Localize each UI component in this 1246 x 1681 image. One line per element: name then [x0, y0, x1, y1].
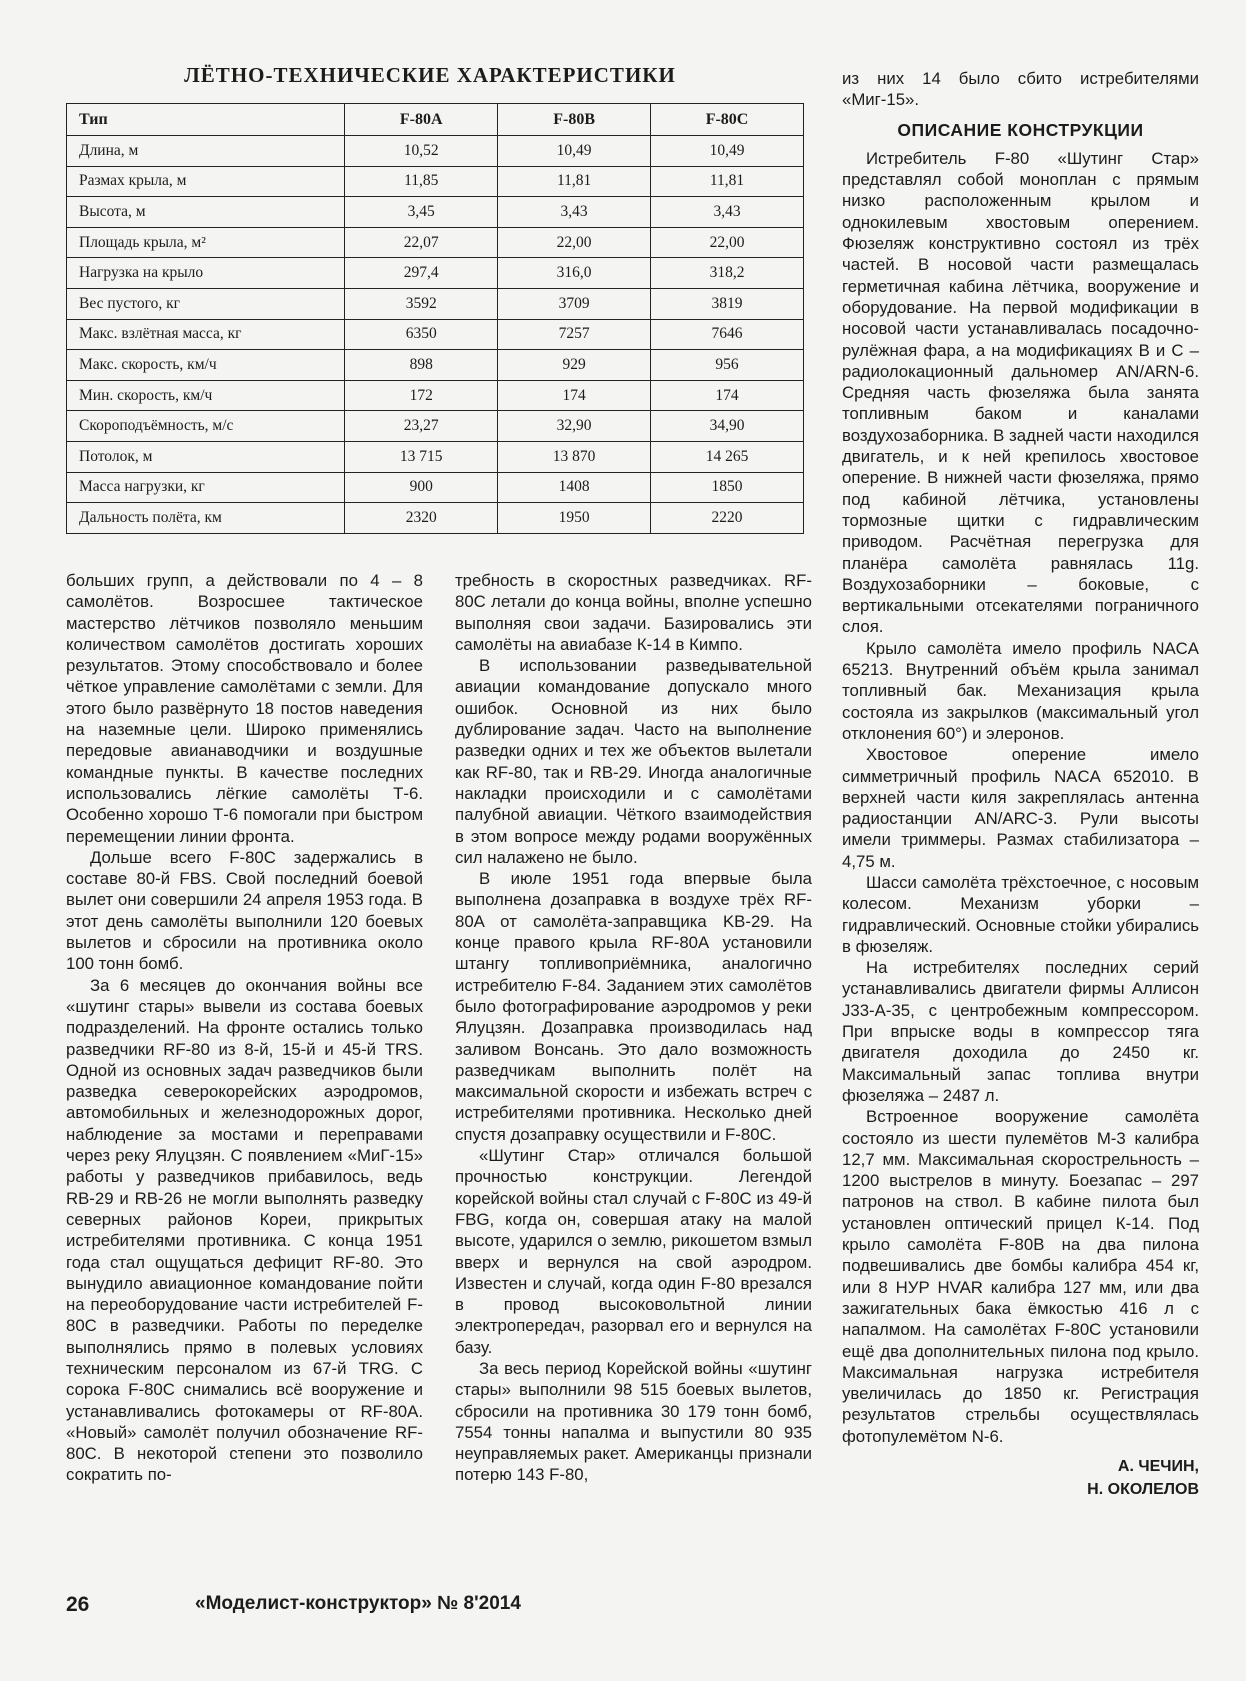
magazine-issue: «Моделист-конструктор» № 8'2014	[195, 1593, 521, 1614]
row-label: Дальность полёта, км	[67, 503, 345, 534]
row-label: Площадь крыла, м²	[67, 227, 345, 258]
paragraph: больших групп, а действовали по 4 – 8 самолётов. Возросшее тактическое мастерство лётчиков позволяло меньшим количеством самолётов достигать хороших результатов. Этому способствовало и более чёткое управление самолётами с земли. Для этого было развёрнуто 18 постов наведения на наземные цели. Широко применялись передовые авианаводчики и воздушные командные пункты. В качестве последних использовались лёгкие самолёты Т-6. Особенно хорошо Т-6 помогали при быстром перемещении линии фронта.	[66, 571, 423, 846]
row-value: 2320	[345, 503, 498, 534]
paragraph: В использовании разведывательной авиации командование допускало много ошибок. Основной из них было дублирование задач. Часто на выполнение разведки одних и тех же объектов вылетали как RF-80, так и RB-29. Иногда аналогичные накладки происходили и с самолётами палубной авиации. Чёткого взаимодействия в этом вопросе между родами вооружённых сил налажено не было.	[455, 656, 812, 867]
row-value: 14 265	[651, 441, 804, 472]
section-title: ОПИСАНИЕ КОНСТРУКЦИИ	[897, 119, 1144, 140]
paragraph: Хвостовое оперение имело симметричный профиль NACA 652010. В верхней части киля закреплялась антенна радиостанции AN/ARC-3. Рули высоты имели триммеры. Размах стабилизатора – 4,75 м.	[842, 745, 1199, 871]
row-value: 898	[345, 350, 498, 381]
row-label: Размах крыла, м	[67, 166, 345, 197]
row-value: 316,0	[498, 258, 651, 289]
page-number: 26	[66, 1593, 90, 1616]
row-value: 10,49	[651, 136, 804, 167]
row-value: 929	[498, 350, 651, 381]
row-value: 3,43	[498, 197, 651, 228]
table-row	[67, 197, 804, 228]
row-value: 2220	[651, 503, 804, 534]
row-value: 22,00	[651, 227, 804, 258]
row-label: Мин. скорость, км/ч	[67, 380, 345, 411]
table-row	[67, 227, 804, 258]
table-title: ЛЁТНО-ТЕХНИЧЕСКИЕ ХАРАКТЕРИСТИКИ	[170, 63, 690, 88]
row-label: Вес пустого, кг	[67, 288, 345, 319]
row-value: 11,81	[651, 166, 804, 197]
row-value: 3,45	[345, 197, 498, 228]
row-value: 172	[345, 380, 498, 411]
header-f80a: F-80A	[345, 104, 498, 136]
paragraph: «Шутинг Стар» отличался большой прочностью конструкции. Легендой корейской войны стал случай с F-80C из 49-й FBG, когда он, совершая атаку на малой высоте, ударился о землю, рикошетом взмыл вверх и вернулся на свой аэродром. Известен и случай, когда один F-80 врезался в провод высоковольтной линии электропередач, разорвал его и вернулся на базу.	[455, 1146, 812, 1357]
paragraph: На истребителях последних серий устанавливались двигатели фирмы Аллисон J33-A-35, с центробежным компрессором. При впрыске воды в компрессор тяга двигателя доходила до 2450 кг. Максимальный запас топлива внутри фюзеляжа – 2487 л.	[842, 958, 1199, 1105]
row-label: Потолок, м	[67, 441, 345, 472]
paragraph: из них 14 было сбито истребителями «Миг-15».	[842, 69, 1199, 110]
row-label: Масса нагрузки, кг	[67, 472, 345, 503]
table-row	[67, 319, 804, 350]
row-value: 32,90	[498, 411, 651, 442]
text-column-3	[842, 68, 1199, 1501]
row-label: Скороподъёмность, м/с	[67, 411, 345, 442]
row-label: Нагрузка на крыло	[67, 258, 345, 289]
row-value: 318,2	[651, 258, 804, 289]
row-value: 174	[498, 380, 651, 411]
table-row	[67, 411, 804, 442]
row-label: Макс. скорость, км/ч	[67, 350, 345, 381]
text-column-2	[455, 570, 812, 1486]
text-column-1	[66, 570, 423, 1486]
row-label: Макс. взлётная масса, кг	[67, 319, 345, 350]
row-value: 900	[345, 472, 498, 503]
paragraph: За весь период Корейской войны «шутинг стары» выполнили 98 515 боевых вылетов, сбросили на противника 30 179 тонн бомб, 7554 тонны напалма и выпустили 80 935 неуправляемых ракет. Американцы признали потерю 143 F-80,	[455, 1358, 812, 1485]
row-value: 174	[651, 380, 804, 411]
paragraph: Встроенное вооружение самолёта состояло из шести пулемётов М-3 калибра 12,7 мм. Максимальная скорострельность – 1200 выстрелов в минуту. Боезапас – 297 патронов на ствол. В кабине пилота был установлен оптический прицел К-14. Под крыло самолёта F-80B на два пилона подвешивались две бомбы калибра 454 кг, или 8 НУР HVAR калибра 127 мм, или два зажигательных бака ёмкостью 416 л с напалмом. На самолётах F-80C установили ещё два дополнительных пилона под крыло. Максимальная нагрузка истребителя увеличилась до 1850 кг. Регистрация результатов стрельбы осуществлялась фотопулемётом N-6.	[842, 1107, 1199, 1446]
row-label: Высота, м	[67, 197, 345, 228]
paragraph: Дольше всего F-80C задержались в составе 80-й FBS. Свой последний боевой вылет они совершили 24 апреля 1953 года. В этот день самолёты выполнили 120 боевых вылетов и сбросили на противника около 100 тонн бомб.	[66, 847, 423, 974]
row-value: 1408	[498, 472, 651, 503]
row-label: Длина, м	[67, 136, 345, 167]
row-value: 7257	[498, 319, 651, 350]
row-value: 10,49	[498, 136, 651, 167]
row-value: 11,81	[498, 166, 651, 197]
table-row	[67, 472, 804, 503]
author: А. ЧЕЧИН,	[1117, 1458, 1199, 1475]
row-value: 22,00	[498, 227, 651, 258]
paragraph: Крыло самолёта имело профиль NACA 65213. Внутренний объём крыла занимал топливный бак. Механизация крыла состояла из закрылков (максимальный угол отклонения 60°) и элеронов.	[842, 638, 1199, 743]
table-header-row	[67, 104, 804, 136]
paragraph: В июле 1951 года впервые была выполнена дозаправка в воздухе трёх RF-80A от самолёта-заправщика KB-29. На конце правого крыла RF-80A установили штангу топливоприёмника, аналогично истребителю F-84. Заданием этих самолётов было фотографирование аэродромов у реки Ялуцзян. Дозаправка производилась над заливом Вонсань. Это дало возможность разведчикам выполнить полёт на максимальной скорости и избежать встреч с истребителями противника. Несколько дней спустя дозаправку осуществили и F-80C.	[455, 869, 812, 1144]
paragraph: За 6 месяцев до окончания войны все «шутинг стары» вывели из состава боевых подразделений. На фронте остались только разведчики RF-80 из 8-й, 15-й и 45-й TRS. Одной из основных задач разведчиков были разведка северокорейских аэродромов, автомобильных и железнодорожных дорог, наблюдение за мостами и переправами через реку Ялуцзян. С появлением «МиГ-15» работы у разведчиков прибавилось, ведь RB-29 и RB-26 не могли выполнять разведку северных районов Кореи, прикрытых истребителями противника. С конца 1951 года стал ощущаться дефицит RF-80. Это вынудило авиационное командование пойти на переоборудование части истребителей F-80C в разведчики. Работы по переделке выполнялись прямо в полевых условиях техническим персоналом из 67-й TRG. С сорока F-80C снимались всё вооружение и устанавливались фотокамеры от RF-80A. «Новый» самолёт получил обозначение RF-80C. В некоторой степени это позволило сократить по-	[66, 975, 423, 1485]
paragraph: требность в скоростных разведчиках. RF-80C летали до конца войны, вполне успешно выполняя свои задачи. Базировались эти самолёты на авиабазе К-14 в Кимпо.	[455, 571, 812, 654]
row-value: 22,07	[345, 227, 498, 258]
author: Н. ОКОЛЕЛОВ	[1087, 1481, 1199, 1498]
row-value: 10,52	[345, 136, 498, 167]
row-value: 11,85	[345, 166, 498, 197]
paragraph: Истребитель F-80 «Шутинг Стар» представлял собой моноплан с прямым низко расположенным крылом и однокилевым хвостовым оперением. Фюзеляж конструктивно состоял из трёх частей. В носовой части размещалась герметичная кабина лётчика, вооружение и оборудование. На первой модификации в носовой части устанавливалась посадочно-рулёжная фара, а на модификациях B и C – радиолокационный дальномер AN/ARN-6. Средняя часть фюзеляжа была занята топливным баком и каналами воздухозаборника. В задней части находился двигатель, и к ней крепилось хвостовое оперение. В нижней части фюзеляжа, прямо под кабиной лётчика, установлены тормозные щитки с гидравлическим приводом. Расчётная перегрузка для планёра самолёта равнялась 11g. Воздухозаборники – боковые, с вертикальными отсекателями пограничного слоя.	[842, 148, 1199, 637]
row-value: 1850	[651, 472, 804, 503]
table-row	[67, 441, 804, 472]
table-row	[67, 258, 804, 289]
row-value: 3592	[345, 288, 498, 319]
table-row	[67, 166, 804, 197]
row-value: 7646	[651, 319, 804, 350]
table-row	[67, 380, 804, 411]
specs-table	[66, 103, 804, 534]
header-type: Тип	[67, 104, 345, 136]
table-row	[67, 288, 804, 319]
header-f80b: F-80B	[498, 104, 651, 136]
row-value: 3,43	[651, 197, 804, 228]
row-value: 34,90	[651, 411, 804, 442]
row-value: 13 715	[345, 441, 498, 472]
header-f80c: F-80C	[651, 104, 804, 136]
row-value: 6350	[345, 319, 498, 350]
paragraph: Шасси самолёта трёхстоечное, с носовым колесом. Механизм уборки – гидравлический. Основные стойки убирались в фюзеляж.	[842, 872, 1199, 956]
row-value: 956	[651, 350, 804, 381]
row-value: 1950	[498, 503, 651, 534]
row-value: 3819	[651, 288, 804, 319]
row-value: 3709	[498, 288, 651, 319]
table-row	[67, 503, 804, 534]
row-value: 23,27	[345, 411, 498, 442]
row-value: 13 870	[498, 441, 651, 472]
table-row	[67, 350, 804, 381]
table-row	[67, 136, 804, 167]
authors	[842, 1455, 1199, 1501]
row-value: 297,4	[345, 258, 498, 289]
